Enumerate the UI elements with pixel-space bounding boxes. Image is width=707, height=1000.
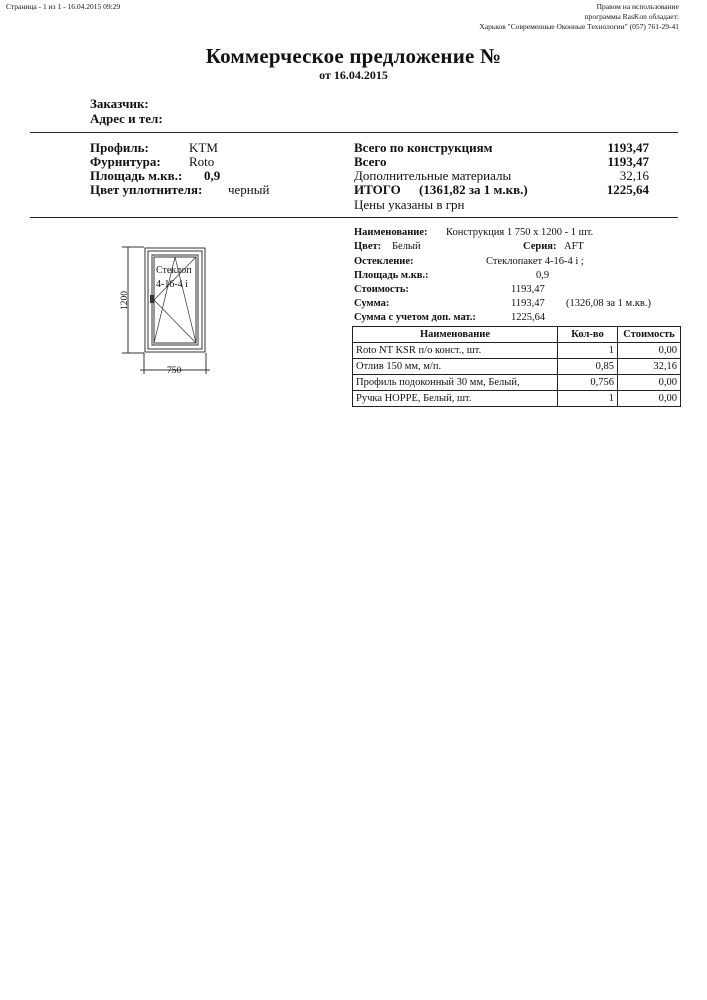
page-header-left: Страница - 1 из 1 - 16.04.2015 09:29 bbox=[6, 2, 121, 11]
page-header-right-1: Правом на использование bbox=[596, 2, 679, 11]
detail-glazing-label: Остекление: bbox=[354, 256, 414, 267]
detail-series-value: AFT bbox=[564, 241, 584, 252]
detail-name-label: Наименование: bbox=[354, 227, 428, 238]
table-row bbox=[353, 391, 681, 407]
hardware-label: Фурнитура: bbox=[90, 154, 161, 169]
detail-sum-with-value: 1225,64 bbox=[511, 312, 546, 323]
currency-note: Цены указаны в грн bbox=[354, 197, 465, 212]
total-constructions-label: Всего по конструкциям bbox=[354, 140, 493, 155]
area-label: Площадь м.кв.: bbox=[90, 168, 183, 183]
detail-area-label: Площадь м.кв.: bbox=[354, 270, 429, 281]
document-date: от 16.04.2015 bbox=[319, 68, 388, 82]
divider-top bbox=[30, 132, 678, 133]
table-row bbox=[353, 359, 681, 375]
table-header-row bbox=[353, 327, 681, 343]
detail-sum-label: Сумма: bbox=[354, 298, 390, 309]
hardware-value: Roto bbox=[189, 154, 215, 169]
cell-name: Ручка HOPPE, Белый, шт. bbox=[353, 391, 558, 407]
width-dimension: 750 bbox=[167, 366, 182, 376]
cell-qty: 0,85 bbox=[558, 359, 618, 375]
window-drawing bbox=[110, 240, 220, 380]
detail-color-label: Цвет: bbox=[354, 241, 382, 252]
cell-cost: 0,00 bbox=[618, 343, 681, 359]
seal-color-value: черный bbox=[228, 182, 270, 197]
divider-middle bbox=[30, 217, 678, 218]
table-row bbox=[353, 343, 681, 359]
grand-total-label: ИТОГО bbox=[354, 182, 401, 197]
detail-color-value: Белый bbox=[392, 241, 421, 252]
cell-name: Roto NT KSR п/о конст., шт. bbox=[353, 343, 558, 359]
customer-label: Заказчик: bbox=[90, 96, 149, 111]
cell-qty: 1 bbox=[558, 391, 618, 407]
detail-glazing-value: Стеклопакет 4-16-4 i ; bbox=[486, 256, 584, 267]
address-label: Адрес и тел: bbox=[90, 111, 163, 126]
detail-sum-value: 1193,47 bbox=[511, 298, 545, 309]
detail-area-value: 0,9 bbox=[536, 270, 550, 281]
table-row bbox=[353, 375, 681, 391]
cell-cost: 0,00 bbox=[618, 391, 681, 407]
profile-value: KTM bbox=[189, 140, 218, 155]
detail-cost-value: 1193,47 bbox=[511, 284, 545, 295]
cell-name: Отлив 150 мм, м/п. bbox=[353, 359, 558, 375]
page-header-right-3: Харьков "Современные Оконные Технологии" (057) 761-29-41 bbox=[479, 22, 679, 31]
area-value: 0,9 bbox=[204, 168, 221, 183]
cell-qty: 1 bbox=[558, 343, 618, 359]
detail-name-value: Конструкция 1 750 x 1200 - 1 шт. bbox=[446, 227, 594, 238]
seal-color-label: Цвет уплотнителя: bbox=[90, 182, 203, 197]
glass-label-2: 4-16-4 i bbox=[156, 279, 188, 290]
extra-materials-value: 32,16 bbox=[619, 168, 649, 183]
detail-sum-per-m2: (1326,08 за 1 м.кв.) bbox=[566, 298, 652, 309]
profile-label: Профиль: bbox=[90, 140, 149, 155]
column-header-qty: Кол-во bbox=[558, 327, 618, 343]
grand-total-per-m2: (1361,82 за 1 м.кв.) bbox=[419, 182, 528, 197]
document-title: Коммерческое предложение № bbox=[205, 44, 502, 68]
cell-cost: 32,16 bbox=[618, 359, 681, 375]
handle-mark bbox=[150, 295, 154, 303]
glass-label-1: Стеклоп bbox=[156, 265, 192, 276]
page-header-right-2: программы RasKon обладает: bbox=[584, 12, 679, 21]
column-header-cost: Стоимость bbox=[618, 327, 681, 343]
cell-name: Профиль подоконный 30 мм, Белый, bbox=[353, 375, 558, 391]
total-label: Всего bbox=[354, 154, 387, 169]
column-header-name: Наименование bbox=[353, 327, 558, 343]
total-constructions-value: 1193,47 bbox=[607, 140, 649, 155]
detail-sum-with-label: Сумма с учетом доп. мат.: bbox=[354, 312, 476, 323]
detail-series-label: Серия: bbox=[523, 241, 557, 252]
height-dimension: 1200 bbox=[120, 291, 130, 310]
detail-cost-label: Стоимость: bbox=[354, 284, 409, 295]
extra-materials-label: Дополнительные материалы bbox=[354, 168, 512, 183]
cell-cost: 0,00 bbox=[618, 375, 681, 391]
items-table bbox=[352, 326, 681, 407]
total-value: 1193,47 bbox=[607, 154, 649, 169]
grand-total-value: 1225,64 bbox=[606, 182, 649, 197]
cell-qty: 0,756 bbox=[558, 375, 618, 391]
